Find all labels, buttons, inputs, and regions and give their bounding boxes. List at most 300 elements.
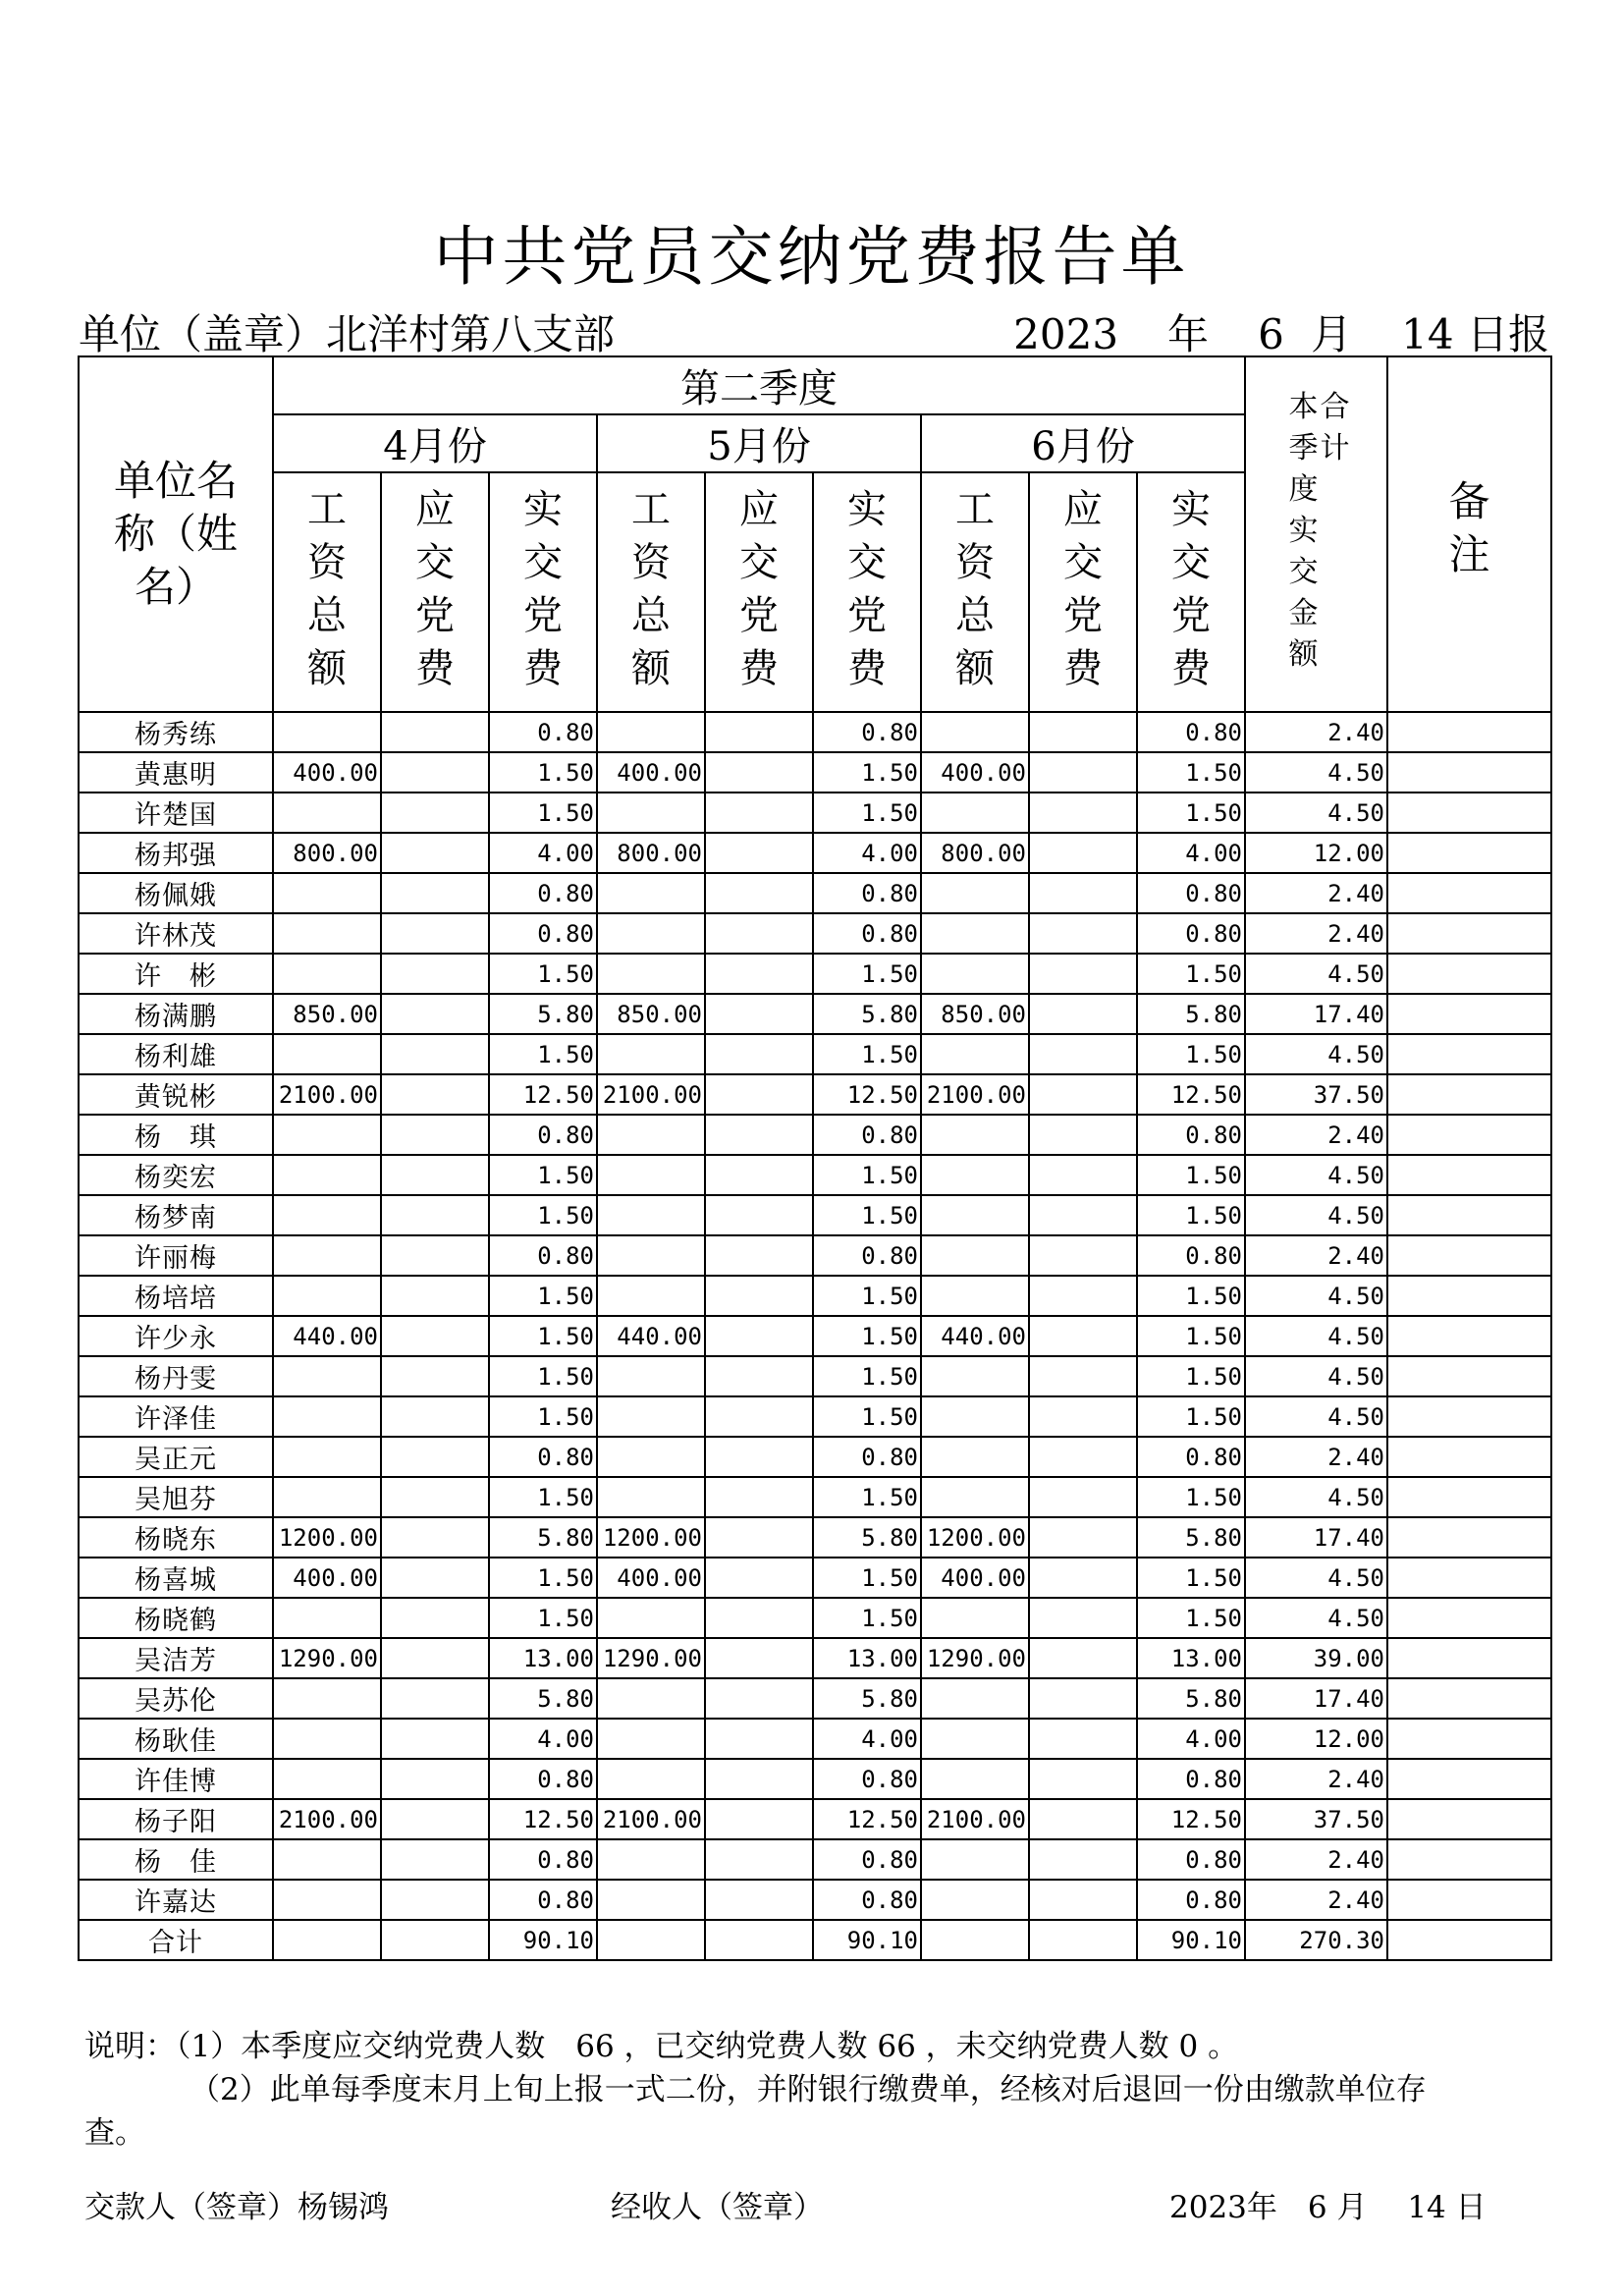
dues-payable-jun-cell	[1029, 1074, 1137, 1115]
dues-payable-may-cell	[705, 1195, 813, 1235]
dues-payable-may-cell	[705, 1598, 813, 1638]
dues-payable-jun-cell	[1029, 954, 1137, 994]
dues-payable-may-cell	[705, 1276, 813, 1316]
dues-paid-may-cell: 4.00	[813, 833, 921, 873]
payer-signature: 交款人（签章）杨锡鸿	[84, 2190, 389, 2225]
dues-payable-jun-cell	[1029, 1034, 1137, 1074]
member-name: 许丽梅	[79, 1235, 273, 1276]
wage-jun-cell	[921, 1920, 1029, 1960]
report-month-label: 月	[1311, 310, 1353, 358]
dues-paid-apr-cell: 13.00	[489, 1638, 597, 1678]
dues-payable-apr-cell	[381, 1839, 489, 1880]
quarter-total-cell: 4.50	[1245, 1396, 1387, 1437]
dues-paid-header: 实交党费	[489, 472, 597, 712]
note-line-1: 说明：（1）本季度应交纳党费人数 66 ，已交纳党费人数 66 ，未交纳党费人数 0 。	[84, 2029, 1239, 2064]
remark-cell	[1387, 1598, 1551, 1638]
dues-paid-jun-cell: 1.50	[1137, 793, 1245, 833]
dues-payable-jun-cell	[1029, 1396, 1137, 1437]
member-name: 黄惠明	[79, 752, 273, 793]
remark-cell	[1387, 1799, 1551, 1839]
dues-paid-may-cell: 90.10	[813, 1920, 921, 1960]
dues-payable-apr-cell	[381, 1356, 489, 1396]
dues-payable-jun-cell	[1029, 1155, 1137, 1195]
dues-payable-apr-cell	[381, 873, 489, 913]
table-row	[79, 1396, 1551, 1437]
dues-payable-may-cell	[705, 833, 813, 873]
wage-may-cell	[597, 1920, 705, 1960]
dues-payable-may-cell	[705, 1638, 813, 1678]
member-name: 杨晓东	[79, 1517, 273, 1558]
quarter-total-cell: 2.40	[1245, 913, 1387, 954]
dues-payable-apr-cell	[381, 1920, 489, 1960]
dues-payable-may-cell	[705, 1115, 813, 1155]
quarter-total-cell: 4.50	[1245, 752, 1387, 793]
dues-paid-may-cell: 0.80	[813, 712, 921, 752]
page-title: 中共党员交纳党费报告单	[433, 219, 1190, 295]
report-month: 6	[1258, 310, 1284, 358]
dues-paid-may-cell: 4.00	[813, 1719, 921, 1759]
dues-payable-apr-cell	[381, 1558, 489, 1598]
dues-payable-apr-cell	[381, 1437, 489, 1477]
dues-payable-may-cell	[705, 1316, 813, 1356]
wage-apr-cell	[273, 1719, 381, 1759]
wage-jun-cell: 2100.00	[921, 1799, 1029, 1839]
wage-apr-cell	[273, 1880, 381, 1920]
dues-paid-header: 实交党费	[1137, 472, 1245, 712]
member-name: 许嘉达	[79, 1880, 273, 1920]
remark-header: 备注	[1387, 356, 1551, 712]
member-name: 杨梦南	[79, 1195, 273, 1235]
member-name: 杨利雄	[79, 1034, 273, 1074]
wage-apr-cell	[273, 1115, 381, 1155]
dues-payable-may-cell	[705, 712, 813, 752]
wage-jun-cell: 1200.00	[921, 1517, 1029, 1558]
quarter-total-cell: 17.40	[1245, 1678, 1387, 1719]
remark-cell	[1387, 1437, 1551, 1477]
table-row	[79, 1155, 1551, 1195]
dues-paid-apr-cell: 90.10	[489, 1920, 597, 1960]
dues-paid-apr-cell: 1.50	[489, 752, 597, 793]
wage-apr-cell	[273, 1839, 381, 1880]
dues-payable-apr-cell	[381, 833, 489, 873]
dues-payable-may-cell	[705, 1759, 813, 1799]
table-row	[79, 1074, 1551, 1115]
dues-paid-apr-cell: 1.50	[489, 1356, 597, 1396]
wage-may-cell	[597, 1235, 705, 1276]
dues-paid-may-cell: 1.50	[813, 793, 921, 833]
wage-apr-cell	[273, 1195, 381, 1235]
report-year: 2023	[1013, 310, 1119, 358]
wage-jun-cell	[921, 1719, 1029, 1759]
wage-apr-cell	[273, 1034, 381, 1074]
dues-paid-jun-cell: 5.80	[1137, 994, 1245, 1034]
dues-table	[78, 355, 1552, 1961]
wage-jun-cell	[921, 1678, 1029, 1719]
dues-payable-apr-cell	[381, 1115, 489, 1155]
quarter-total-cell: 4.50	[1245, 793, 1387, 833]
member-name: 许佳博	[79, 1759, 273, 1799]
dues-paid-may-cell: 1.50	[813, 1155, 921, 1195]
dues-payable-may-cell	[705, 1034, 813, 1074]
quarter-total-cell: 4.50	[1245, 1034, 1387, 1074]
month-header-june: 6月份	[921, 414, 1245, 472]
dues-payable-jun-cell	[1029, 1759, 1137, 1799]
wage-may-cell	[597, 954, 705, 994]
member-name: 吴苏伦	[79, 1678, 273, 1719]
quarter-total-cell: 4.50	[1245, 1195, 1387, 1235]
member-name: 许少永	[79, 1316, 273, 1356]
dues-paid-may-cell: 0.80	[813, 873, 921, 913]
dues-payable-jun-cell	[1029, 1799, 1137, 1839]
remark-cell	[1387, 913, 1551, 954]
table-row	[79, 833, 1551, 873]
wage-jun-cell	[921, 712, 1029, 752]
dues-payable-apr-cell	[381, 1477, 489, 1517]
dues-paid-apr-cell: 1.50	[489, 1598, 597, 1638]
wage-may-cell	[597, 1356, 705, 1396]
quarter-total-cell: 4.50	[1245, 954, 1387, 994]
month-header-april: 4月份	[273, 414, 597, 472]
dues-payable-may-cell	[705, 954, 813, 994]
quarter-total-cell: 2.40	[1245, 1880, 1387, 1920]
dues-paid-may-cell: 5.80	[813, 1517, 921, 1558]
report-year-label: 年	[1167, 310, 1210, 358]
wage-apr-cell	[273, 1598, 381, 1638]
dues-paid-apr-cell: 5.80	[489, 994, 597, 1034]
dues-payable-may-cell	[705, 1880, 813, 1920]
wage-apr-cell	[273, 1477, 381, 1517]
dues-payable-jun-cell	[1029, 873, 1137, 913]
month-header-may: 5月份	[597, 414, 921, 472]
table-row	[79, 1276, 1551, 1316]
dues-paid-may-cell: 1.50	[813, 1034, 921, 1074]
wage-apr-cell: 440.00	[273, 1316, 381, 1356]
wage-jun-cell: 800.00	[921, 833, 1029, 873]
dues-payable-header: 应交党费	[381, 472, 489, 712]
wage-jun-cell	[921, 873, 1029, 913]
dues-paid-may-cell: 1.50	[813, 1477, 921, 1517]
dues-payable-apr-cell	[381, 793, 489, 833]
dues-paid-apr-cell: 5.80	[489, 1517, 597, 1558]
dues-payable-may-cell	[705, 1719, 813, 1759]
dues-payable-jun-cell	[1029, 1437, 1137, 1477]
remark-cell	[1387, 1558, 1551, 1598]
remark-cell	[1387, 1074, 1551, 1115]
dues-paid-jun-cell: 1.50	[1137, 1316, 1245, 1356]
dues-payable-may-cell	[705, 1155, 813, 1195]
dues-payable-may-cell	[705, 1517, 813, 1558]
dues-payable-apr-cell	[381, 1276, 489, 1316]
report-day-label: 日报	[1466, 310, 1549, 358]
dues-paid-jun-cell: 0.80	[1137, 1880, 1245, 1920]
dues-payable-jun-cell	[1029, 1638, 1137, 1678]
member-name: 杨晓鹤	[79, 1598, 273, 1638]
member-name: 杨子阳	[79, 1799, 273, 1839]
dues-payable-apr-cell	[381, 1034, 489, 1074]
quarter-total-cell: 39.00	[1245, 1638, 1387, 1678]
dues-paid-apr-cell: 12.50	[489, 1074, 597, 1115]
wage-may-cell	[597, 1276, 705, 1316]
remark-cell	[1387, 1235, 1551, 1276]
dues-paid-may-cell: 1.50	[813, 1356, 921, 1396]
dues-payable-apr-cell	[381, 994, 489, 1034]
dues-paid-may-cell: 0.80	[813, 1115, 921, 1155]
remark-cell	[1387, 1517, 1551, 1558]
remark-cell	[1387, 1719, 1551, 1759]
dues-paid-may-cell: 1.50	[813, 1598, 921, 1638]
dues-paid-jun-cell: 12.50	[1137, 1074, 1245, 1115]
table-row	[79, 913, 1551, 954]
dues-paid-apr-cell: 1.50	[489, 793, 597, 833]
table-row	[79, 1034, 1551, 1074]
report-day: 14	[1401, 310, 1454, 358]
wage-may-cell	[597, 1477, 705, 1517]
quarter-total-cell: 4.50	[1245, 1598, 1387, 1638]
dues-paid-jun-cell: 12.50	[1137, 1799, 1245, 1839]
wage-apr-cell	[273, 712, 381, 752]
quarter-total-cell: 4.50	[1245, 1356, 1387, 1396]
wage-total-header: 工资总额	[921, 472, 1029, 712]
dues-payable-may-cell	[705, 1074, 813, 1115]
dues-payable-jun-cell	[1029, 712, 1137, 752]
wage-may-cell	[597, 1034, 705, 1074]
table-row	[79, 1437, 1551, 1477]
dues-payable-apr-cell	[381, 913, 489, 954]
quarter-total-cell: 4.50	[1245, 1155, 1387, 1195]
dues-paid-apr-cell: 1.50	[489, 1477, 597, 1517]
dues-payable-jun-cell	[1029, 1920, 1137, 1960]
dues-payable-jun-cell	[1029, 1719, 1137, 1759]
dues-payable-jun-cell	[1029, 793, 1137, 833]
table-row	[79, 793, 1551, 833]
quarter-total-cell: 2.40	[1245, 712, 1387, 752]
dues-paid-jun-cell: 0.80	[1137, 1759, 1245, 1799]
remark-cell	[1387, 1638, 1551, 1678]
wage-may-cell: 850.00	[597, 994, 705, 1034]
dues-payable-apr-cell	[381, 1074, 489, 1115]
quarter-total-cell: 2.40	[1245, 1759, 1387, 1799]
wage-may-cell	[597, 1155, 705, 1195]
dues-payable-may-cell	[705, 1799, 813, 1839]
dues-payable-may-cell	[705, 752, 813, 793]
member-name: 合计	[79, 1920, 273, 1960]
dues-paid-may-cell: 12.50	[813, 1799, 921, 1839]
wage-jun-cell	[921, 1437, 1029, 1477]
wage-may-cell: 1290.00	[597, 1638, 705, 1678]
quarter-total-cell: 2.40	[1245, 1235, 1387, 1276]
wage-may-cell: 440.00	[597, 1316, 705, 1356]
note-line-2: （2）此单每季度末月上旬上报一式二份，并附银行缴费单，经核对后退回一份由缴款单位存	[189, 2072, 1427, 2107]
wage-apr-cell	[273, 1759, 381, 1799]
member-name: 杨喜城	[79, 1558, 273, 1598]
dues-payable-header: 应交党费	[1029, 472, 1137, 712]
dues-payable-jun-cell	[1029, 752, 1137, 793]
wage-may-cell	[597, 1437, 705, 1477]
dues-payable-jun-cell	[1029, 1839, 1137, 1880]
table-row	[79, 1477, 1551, 1517]
wage-jun-cell	[921, 1880, 1029, 1920]
dues-payable-apr-cell	[381, 1638, 489, 1678]
wage-apr-cell	[273, 1235, 381, 1276]
dues-paid-jun-cell: 1.50	[1137, 1356, 1245, 1396]
remark-cell	[1387, 1839, 1551, 1880]
dues-paid-apr-cell: 4.00	[489, 833, 597, 873]
dues-payable-apr-cell	[381, 1235, 489, 1276]
dues-paid-jun-cell: 0.80	[1137, 1839, 1245, 1880]
table-row	[79, 1678, 1551, 1719]
dues-payable-apr-cell	[381, 1316, 489, 1356]
quarter-total-cell: 2.40	[1245, 1437, 1387, 1477]
wage-jun-cell	[921, 1477, 1029, 1517]
wage-jun-cell	[921, 954, 1029, 994]
quarter-total-cell: 4.50	[1245, 1477, 1387, 1517]
dues-paid-jun-cell: 0.80	[1137, 1437, 1245, 1477]
wage-apr-cell	[273, 1437, 381, 1477]
quarter-total-cell: 37.50	[1245, 1799, 1387, 1839]
dues-paid-apr-cell: 1.50	[489, 1276, 597, 1316]
wage-jun-cell	[921, 793, 1029, 833]
remark-cell	[1387, 994, 1551, 1034]
dues-paid-jun-cell: 90.10	[1137, 1920, 1245, 1960]
dues-paid-may-cell: 0.80	[813, 1235, 921, 1276]
dues-paid-jun-cell: 0.80	[1137, 873, 1245, 913]
dues-payable-jun-cell	[1029, 1880, 1137, 1920]
dues-payable-jun-cell	[1029, 1678, 1137, 1719]
table-row	[79, 1316, 1551, 1356]
dues-paid-apr-cell: 0.80	[489, 1437, 597, 1477]
dues-paid-may-cell: 0.80	[813, 1759, 921, 1799]
report-date	[1013, 302, 1549, 361]
table-row	[79, 1759, 1551, 1799]
remark-cell	[1387, 1396, 1551, 1437]
dues-paid-jun-cell: 0.80	[1137, 913, 1245, 954]
dues-payable-header: 应交党费	[705, 472, 813, 712]
dues-paid-apr-cell: 1.50	[489, 1155, 597, 1195]
dues-paid-jun-cell: 1.50	[1137, 752, 1245, 793]
remark-cell	[1387, 793, 1551, 833]
dues-paid-may-cell: 13.00	[813, 1638, 921, 1678]
wage-jun-cell	[921, 1155, 1029, 1195]
remark-cell	[1387, 954, 1551, 994]
dues-paid-may-cell: 1.50	[813, 1195, 921, 1235]
remark-cell	[1387, 1155, 1551, 1195]
wage-apr-cell	[273, 873, 381, 913]
wage-may-cell	[597, 1759, 705, 1799]
dues-paid-may-cell: 5.80	[813, 1678, 921, 1719]
dues-payable-jun-cell	[1029, 994, 1137, 1034]
dues-payable-apr-cell	[381, 1598, 489, 1638]
member-name: 吴洁芳	[79, 1638, 273, 1678]
dues-payable-apr-cell	[381, 954, 489, 994]
dues-paid-jun-cell: 1.50	[1137, 1396, 1245, 1437]
dues-paid-apr-cell: 0.80	[489, 873, 597, 913]
table-row	[79, 1598, 1551, 1638]
dues-payable-apr-cell	[381, 1880, 489, 1920]
wage-jun-cell	[921, 913, 1029, 954]
quarter-total-cell: 4.50	[1245, 1558, 1387, 1598]
dues-payable-jun-cell	[1029, 1477, 1137, 1517]
dues-paid-may-cell: 12.50	[813, 1074, 921, 1115]
dues-paid-jun-cell: 0.80	[1137, 712, 1245, 752]
remark-cell	[1387, 1678, 1551, 1719]
quarter-total-cell: 37.50	[1245, 1074, 1387, 1115]
dues-payable-apr-cell	[381, 1517, 489, 1558]
dues-paid-jun-cell: 1.50	[1137, 1558, 1245, 1598]
member-name: 许楚国	[79, 793, 273, 833]
wage-jun-cell	[921, 1759, 1029, 1799]
dues-paid-jun-cell: 1.50	[1137, 1195, 1245, 1235]
member-name: 吴正元	[79, 1437, 273, 1477]
wage-may-cell	[597, 1719, 705, 1759]
quarter-total-cell: 4.50	[1245, 1316, 1387, 1356]
member-name: 黄锐彬	[79, 1074, 273, 1115]
wage-may-cell: 2100.00	[597, 1074, 705, 1115]
table-row	[79, 1880, 1551, 1920]
dues-payable-jun-cell	[1029, 1598, 1137, 1638]
member-name: 杨 佳	[79, 1839, 273, 1880]
dues-payable-jun-cell	[1029, 1115, 1137, 1155]
dues-paid-jun-cell: 0.80	[1137, 1115, 1245, 1155]
dues-payable-may-cell	[705, 994, 813, 1034]
wage-jun-cell	[921, 1396, 1029, 1437]
wage-may-cell	[597, 1839, 705, 1880]
table-row	[79, 1356, 1551, 1396]
dues-payable-jun-cell	[1029, 1195, 1137, 1235]
dues-payable-jun-cell	[1029, 1558, 1137, 1598]
wage-may-cell	[597, 1880, 705, 1920]
wage-jun-cell: 1290.00	[921, 1638, 1029, 1678]
dues-payable-jun-cell	[1029, 1276, 1137, 1316]
quarter-total-cell: 270.30	[1245, 1920, 1387, 1960]
dues-paid-may-cell: 0.80	[813, 1437, 921, 1477]
quarter-total-cell: 17.40	[1245, 1517, 1387, 1558]
dues-paid-jun-cell: 5.80	[1137, 1517, 1245, 1558]
wage-jun-cell	[921, 1598, 1029, 1638]
table-row	[79, 1799, 1551, 1839]
dues-paid-apr-cell: 1.50	[489, 1195, 597, 1235]
wage-may-cell	[597, 1195, 705, 1235]
wage-may-cell	[597, 1396, 705, 1437]
dues-payable-apr-cell	[381, 1719, 489, 1759]
wage-apr-cell	[273, 1396, 381, 1437]
wage-may-cell: 2100.00	[597, 1799, 705, 1839]
footer-date: 2023年 6 月 14 日	[1169, 2190, 1487, 2225]
dues-payable-may-cell	[705, 1396, 813, 1437]
remark-cell	[1387, 1356, 1551, 1396]
quarter-total-cell: 2.40	[1245, 1115, 1387, 1155]
table-row	[79, 1839, 1551, 1880]
remark-cell	[1387, 1195, 1551, 1235]
wage-jun-cell: 2100.00	[921, 1074, 1029, 1115]
unit-label: 单位（盖章）北洋村第八支部	[79, 310, 616, 358]
wage-apr-cell	[273, 954, 381, 994]
remark-cell	[1387, 873, 1551, 913]
member-name: 许 彬	[79, 954, 273, 994]
wage-apr-cell	[273, 1678, 381, 1719]
wage-may-cell	[597, 793, 705, 833]
dues-payable-jun-cell	[1029, 913, 1137, 954]
dues-payable-jun-cell	[1029, 833, 1137, 873]
remark-cell	[1387, 1920, 1551, 1960]
wage-may-cell	[597, 913, 705, 954]
receiver-signature: 经收人（签章）	[611, 2190, 824, 2225]
quarter-total-cell: 17.40	[1245, 994, 1387, 1034]
wage-may-cell	[597, 873, 705, 913]
wage-apr-cell: 1290.00	[273, 1638, 381, 1678]
dues-paid-jun-cell: 1.50	[1137, 1155, 1245, 1195]
dues-paid-may-cell: 1.50	[813, 1558, 921, 1598]
wage-may-cell: 800.00	[597, 833, 705, 873]
